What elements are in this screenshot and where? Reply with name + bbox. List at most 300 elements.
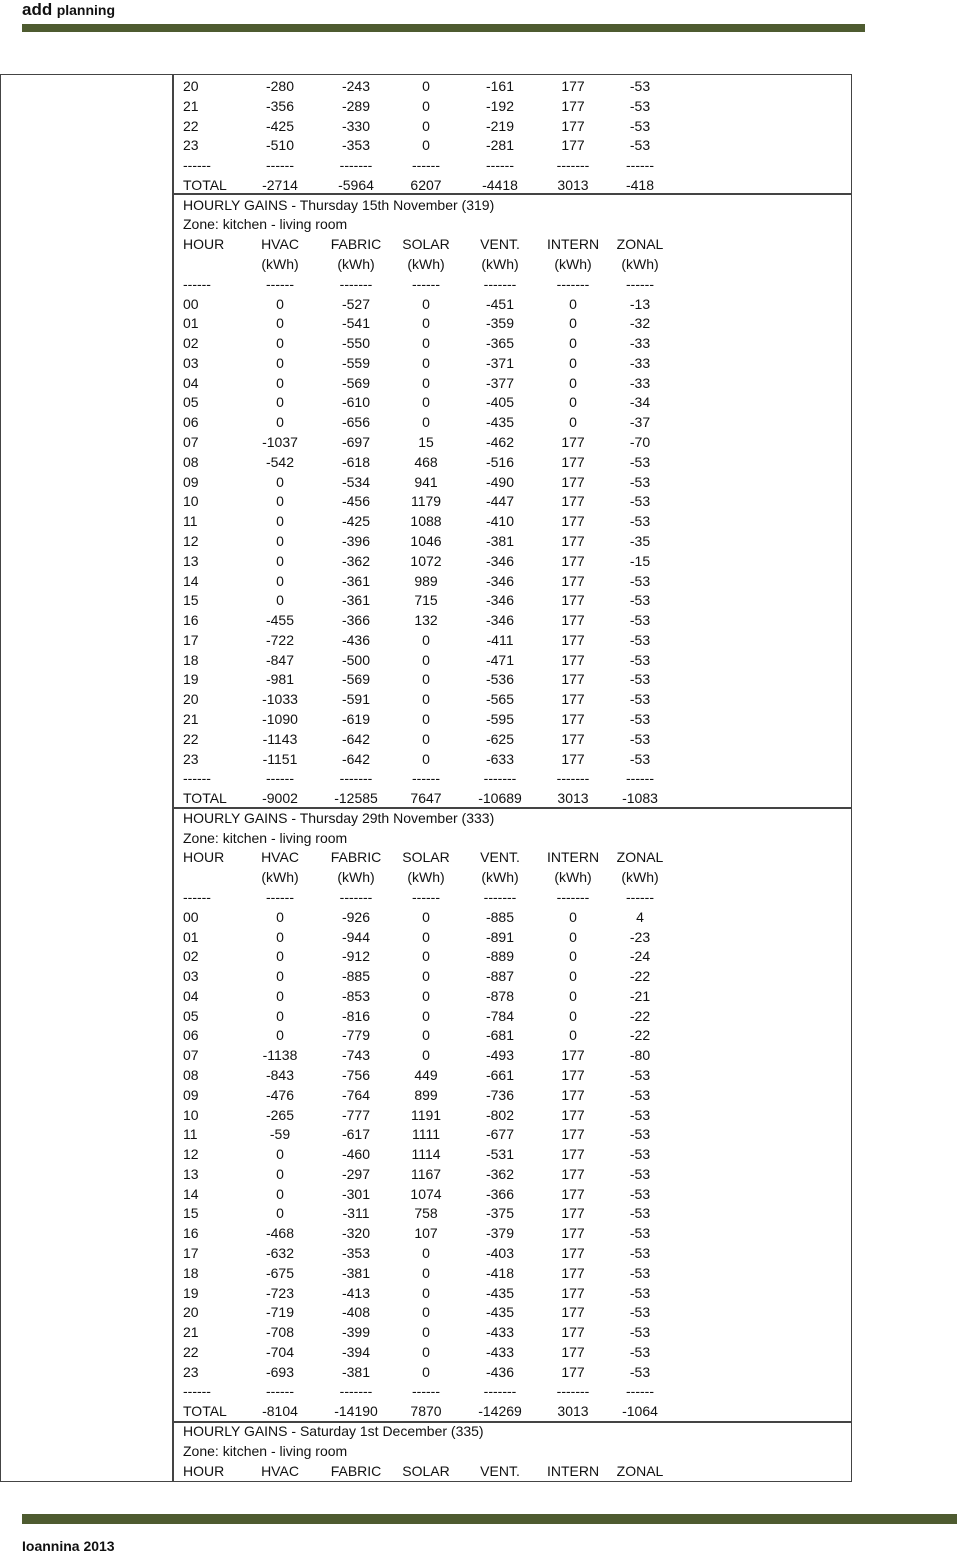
cell: 177	[561, 434, 585, 451]
table-row	[0, 96, 960, 116]
cell: 177	[561, 1047, 585, 1064]
cell: 12	[183, 1146, 199, 1163]
cell: 177	[561, 1343, 585, 1360]
cell: 0	[422, 1284, 430, 1301]
cell: 177	[561, 1324, 585, 1341]
cell: -887	[485, 968, 515, 985]
table-row	[0, 709, 960, 729]
cell: 01	[183, 315, 199, 332]
cell: -413	[341, 1284, 371, 1301]
cell: 177	[561, 97, 585, 114]
cell: -476	[265, 1086, 295, 1103]
cell: 13	[183, 552, 199, 569]
cell: -394	[341, 1343, 371, 1360]
cell: (kWh)	[554, 256, 592, 273]
cell: -34	[629, 394, 651, 411]
cell: -53	[629, 78, 651, 94]
cell: 18	[183, 651, 199, 668]
table-row	[0, 927, 960, 947]
cell: -697	[341, 434, 371, 451]
cell: 0	[569, 354, 577, 371]
cell: -591	[341, 691, 371, 708]
cell: 1072	[410, 552, 442, 569]
cell: 0	[422, 987, 430, 1004]
cell: 177	[561, 1185, 585, 1202]
cell: ------	[412, 770, 440, 787]
cell: 23	[183, 750, 199, 767]
cell: -1037	[262, 434, 298, 451]
cell: -37	[629, 414, 651, 431]
table-row	[0, 907, 960, 927]
cell: -361	[341, 592, 371, 609]
table-row	[0, 1045, 960, 1065]
cell: 0	[422, 968, 430, 985]
cell: ------	[183, 770, 211, 787]
cell: FABRIC	[330, 1462, 382, 1479]
cell: -632	[265, 1245, 295, 1262]
cell: (kWh)	[554, 869, 592, 886]
cell: 0	[276, 354, 284, 371]
cell: -569	[341, 671, 371, 688]
cell: ------	[183, 888, 211, 905]
cell: -435	[485, 1284, 515, 1301]
cell: 0	[569, 295, 577, 312]
cell: 7870	[410, 1403, 442, 1420]
cell: ------	[412, 157, 440, 174]
cell: 177	[561, 1106, 585, 1123]
table-row	[0, 610, 960, 630]
cell: -346	[485, 612, 515, 629]
cell: 0	[569, 394, 577, 411]
cell: 20	[183, 78, 199, 94]
cell: -22	[629, 968, 651, 985]
table-row	[0, 1322, 960, 1342]
cell: 0	[276, 1165, 284, 1182]
cell: -418	[625, 176, 655, 193]
table-row	[0, 1302, 960, 1322]
cell: 0	[422, 710, 430, 727]
cell: -53	[629, 1106, 651, 1123]
cell: 177	[561, 671, 585, 688]
table-row	[0, 1223, 960, 1243]
cell: -433	[485, 1324, 515, 1341]
cell: -53	[629, 493, 651, 510]
cell: 0	[422, 1363, 430, 1380]
table-row	[0, 551, 960, 571]
cell: 6207	[410, 176, 442, 193]
table-row	[0, 1362, 960, 1382]
cell: 177	[561, 493, 585, 510]
cell: 21	[183, 97, 199, 114]
cell: -853	[341, 987, 371, 1004]
cell: 21	[183, 710, 199, 727]
cell: 0	[276, 335, 284, 352]
cell: -878	[485, 987, 515, 1004]
cell: -53	[629, 1185, 651, 1202]
cell: -359	[485, 315, 515, 332]
cell: -541	[341, 315, 371, 332]
cell: -53	[629, 710, 651, 727]
cell: -462	[485, 434, 515, 451]
cell: -451	[485, 295, 515, 312]
cell: 06	[183, 414, 199, 431]
column-header-row	[0, 847, 960, 867]
cell: 0	[276, 908, 284, 925]
cell: HVAC	[261, 849, 299, 866]
cell: 177	[561, 1165, 585, 1182]
cell: 0	[276, 1205, 284, 1222]
cell: 0	[422, 1304, 430, 1321]
cell: ------	[626, 888, 654, 905]
cell: -53	[629, 592, 651, 609]
cell: -926	[341, 908, 371, 925]
unit-header-row	[0, 867, 960, 887]
cell: 0	[422, 354, 430, 371]
cell: -14190	[334, 1403, 378, 1420]
cell: 0	[422, 671, 430, 688]
total-row	[0, 788, 960, 808]
table-row	[0, 590, 960, 610]
cell: -53	[629, 473, 651, 490]
cell: SOLAR	[402, 236, 450, 253]
table-row	[0, 333, 960, 353]
cell: 0	[422, 651, 430, 668]
cell: 0	[276, 1007, 284, 1024]
cell: -565	[485, 691, 515, 708]
cell: VENT.	[480, 1462, 520, 1479]
cell: -219	[485, 117, 515, 134]
cell: 09	[183, 473, 199, 490]
cell: 09	[183, 1086, 199, 1103]
table-row	[0, 749, 960, 769]
cell: -764	[341, 1086, 371, 1103]
cell: -1064	[622, 1403, 658, 1420]
cell: -2714	[262, 176, 298, 193]
cell: ZONAL	[616, 1462, 664, 1479]
cell: 13	[183, 1165, 199, 1182]
cell: ------	[266, 275, 294, 292]
cell: -53	[629, 730, 651, 747]
cell: -192	[485, 97, 515, 114]
cell: 177	[561, 453, 585, 470]
cell: -1138	[262, 1047, 298, 1064]
table-row	[0, 1006, 960, 1026]
cell: 177	[561, 1264, 585, 1281]
cell: 0	[276, 473, 284, 490]
cell: -411	[486, 631, 514, 648]
cell: -889	[485, 948, 515, 965]
cell: -53	[629, 691, 651, 708]
cell: 00	[183, 908, 199, 925]
cell: -743	[341, 1047, 371, 1064]
cell: -53	[629, 1165, 651, 1182]
cell: -779	[341, 1027, 371, 1044]
cell: -346	[485, 592, 515, 609]
cell: ------	[412, 888, 440, 905]
cell: -777	[341, 1106, 371, 1123]
cell: 177	[561, 552, 585, 569]
cell: HOUR	[183, 236, 225, 253]
cell: 0	[422, 1047, 430, 1064]
cell: -784	[485, 1007, 515, 1024]
cell: 17	[183, 631, 199, 648]
cell: 107	[414, 1225, 438, 1242]
cell: 0	[569, 968, 577, 985]
cell: -13	[629, 295, 651, 312]
cell: -265	[265, 1106, 295, 1123]
cell: -912	[341, 948, 371, 965]
cell: -418	[485, 1264, 515, 1281]
cell: -------	[339, 770, 373, 787]
cell: INTERN	[546, 236, 600, 253]
cell: 449	[414, 1067, 438, 1083]
table-row	[0, 452, 960, 472]
cell: 177	[561, 730, 585, 747]
cell: 0	[422, 1324, 430, 1341]
table-row	[0, 116, 960, 136]
cell: 23	[183, 137, 199, 154]
cell: -435	[485, 1304, 515, 1321]
cell: -377	[485, 374, 515, 391]
cell: -756	[341, 1067, 371, 1083]
cell: -53	[629, 513, 651, 530]
cell: -455	[265, 612, 295, 629]
cell: -------	[556, 888, 590, 905]
cell: -53	[629, 1146, 651, 1163]
cell: 177	[561, 1245, 585, 1262]
cell: -53	[629, 651, 651, 668]
cell: VENT.	[480, 236, 520, 253]
cell: -559	[341, 354, 371, 371]
cell: 0	[276, 414, 284, 431]
cell: 177	[561, 1363, 585, 1380]
cell: -33	[629, 335, 651, 352]
cell: 715	[414, 592, 438, 609]
cell: -617	[341, 1126, 371, 1143]
cell: -22	[629, 1027, 651, 1044]
cell: INTERN	[546, 1462, 600, 1479]
cell: 177	[561, 750, 585, 767]
cell: -610	[341, 394, 371, 411]
zone-label: Zone: kitchen - living room	[183, 1442, 348, 1459]
cell: 08	[183, 1067, 199, 1083]
cell: 1088	[410, 513, 442, 530]
cell: 0	[276, 948, 284, 965]
cell: -53	[629, 750, 651, 767]
cell: -------	[483, 1383, 517, 1400]
cell: -------	[339, 157, 373, 174]
cell: -161	[485, 78, 515, 94]
cell: FABRIC	[330, 236, 382, 253]
cell: (kWh)	[337, 256, 375, 273]
cell: -527	[341, 295, 371, 312]
cell: 0	[422, 117, 430, 134]
cell: 468	[414, 453, 438, 470]
cell: 177	[561, 1205, 585, 1222]
cell: -365	[485, 335, 515, 352]
cell: -59	[269, 1126, 291, 1143]
cell: 177	[561, 532, 585, 549]
table-row	[0, 1124, 960, 1144]
table-row	[0, 1085, 960, 1105]
table-row	[0, 313, 960, 333]
table-row	[0, 729, 960, 749]
cell: -362	[485, 1165, 515, 1182]
cell: 19	[183, 671, 199, 688]
cell: 05	[183, 1007, 199, 1024]
cell: -802	[485, 1106, 515, 1123]
cell: -885	[485, 908, 515, 925]
cell: 3013	[557, 790, 589, 807]
cell: ------	[266, 770, 294, 787]
cell: -53	[629, 671, 651, 688]
cell: 12	[183, 532, 199, 549]
cell: 177	[561, 513, 585, 530]
cell: 0	[422, 750, 430, 767]
cell: -5964	[338, 176, 374, 193]
cell: -642	[341, 730, 371, 747]
cell: -550	[341, 335, 371, 352]
cell: 1179	[410, 493, 442, 510]
cell: FABRIC	[330, 849, 382, 866]
cell: -944	[341, 928, 371, 945]
cell: -381	[341, 1264, 371, 1281]
cell: -816	[341, 1007, 371, 1024]
cell: -656	[341, 414, 371, 431]
cell: ------	[486, 157, 514, 174]
cell: -516	[485, 453, 515, 470]
cell: 04	[183, 987, 199, 1004]
cell: ------	[412, 1383, 440, 1400]
cell: TOTAL	[183, 176, 227, 193]
cell: 07	[183, 1047, 199, 1064]
unit-header-row	[0, 254, 960, 274]
cell: 0	[276, 315, 284, 332]
cell: 00	[183, 295, 199, 312]
cell: -12585	[334, 790, 378, 807]
cell: -346	[485, 552, 515, 569]
cell: 02	[183, 948, 199, 965]
cell: -425	[265, 117, 295, 134]
cell: 0	[422, 78, 430, 94]
cell: 18	[183, 1264, 199, 1281]
cell: 0	[569, 928, 577, 945]
cell: -536	[485, 671, 515, 688]
table-row	[0, 511, 960, 531]
table-row	[0, 1184, 960, 1204]
cell: -410	[485, 513, 515, 530]
cell: 20	[183, 1304, 199, 1321]
cell: -301	[341, 1185, 371, 1202]
cell: 0	[422, 928, 430, 945]
cell: 177	[561, 473, 585, 490]
table-row	[0, 491, 960, 511]
cell: -642	[341, 750, 371, 767]
cell: -53	[629, 1067, 651, 1083]
cell: -981	[265, 671, 295, 688]
cell: -435	[485, 414, 515, 431]
cell: -361	[341, 572, 371, 589]
cell: 23	[183, 1363, 199, 1380]
table-row	[0, 669, 960, 689]
cell: -53	[629, 1126, 651, 1143]
cell: 07	[183, 434, 199, 451]
cell: ------	[626, 1383, 654, 1400]
footer-bar	[22, 1514, 957, 1524]
cell: -675	[265, 1264, 295, 1281]
table-row	[0, 1144, 960, 1164]
cell: 03	[183, 354, 199, 371]
cell: -320	[341, 1225, 371, 1242]
cell: 0	[569, 908, 577, 925]
cell: 0	[422, 414, 430, 431]
cell: 7647	[410, 790, 442, 807]
cell: -22	[629, 1007, 651, 1024]
cell: 758	[414, 1205, 438, 1222]
cell: -53	[629, 1343, 651, 1360]
cell: -1151	[262, 750, 298, 767]
cell: 1046	[410, 532, 442, 549]
cell: 15	[183, 1205, 199, 1222]
table-row	[0, 412, 960, 432]
cell: -736	[485, 1086, 515, 1103]
cell: -723	[265, 1284, 295, 1301]
cell: 0	[276, 987, 284, 1004]
cell: 0	[276, 532, 284, 549]
cell: -471	[485, 651, 515, 668]
cell: 19	[183, 1284, 199, 1301]
cell: -------	[339, 1383, 373, 1400]
cell: (kWh)	[407, 256, 445, 273]
cell: 177	[561, 1146, 585, 1163]
cell: 0	[422, 948, 430, 965]
cell: -693	[265, 1363, 295, 1380]
cell: -619	[341, 710, 371, 727]
table-row	[0, 1105, 960, 1125]
cell: -722	[265, 631, 295, 648]
cell: 0	[276, 572, 284, 589]
cell: 16	[183, 1225, 199, 1242]
cell: (kWh)	[337, 869, 375, 886]
cell: 04	[183, 374, 199, 391]
cell: 0	[422, 315, 430, 332]
cell: -53	[629, 612, 651, 629]
table-row	[0, 432, 960, 452]
cell: 0	[569, 987, 577, 1004]
cell: -330	[341, 117, 371, 134]
cell: -297	[341, 1165, 371, 1182]
cell: SOLAR	[402, 1462, 450, 1479]
cell: -------	[556, 275, 590, 292]
cell: -281	[485, 137, 515, 154]
cell: 22	[183, 730, 199, 747]
table-row	[0, 946, 960, 966]
cell: ------	[266, 157, 294, 174]
cell: ------	[266, 1383, 294, 1400]
cell: 15	[183, 592, 199, 609]
cell: TOTAL	[183, 790, 227, 807]
cell: ------	[183, 275, 211, 292]
cell: -468	[265, 1225, 295, 1242]
cell: -405	[485, 394, 515, 411]
cell: -375	[485, 1205, 515, 1222]
table-row	[0, 1263, 960, 1283]
cell: -396	[341, 532, 371, 549]
cell: 0	[422, 394, 430, 411]
cell: 177	[561, 1284, 585, 1301]
cell: SOLAR	[402, 849, 450, 866]
zone-label: Zone: kitchen - living room	[183, 216, 348, 233]
